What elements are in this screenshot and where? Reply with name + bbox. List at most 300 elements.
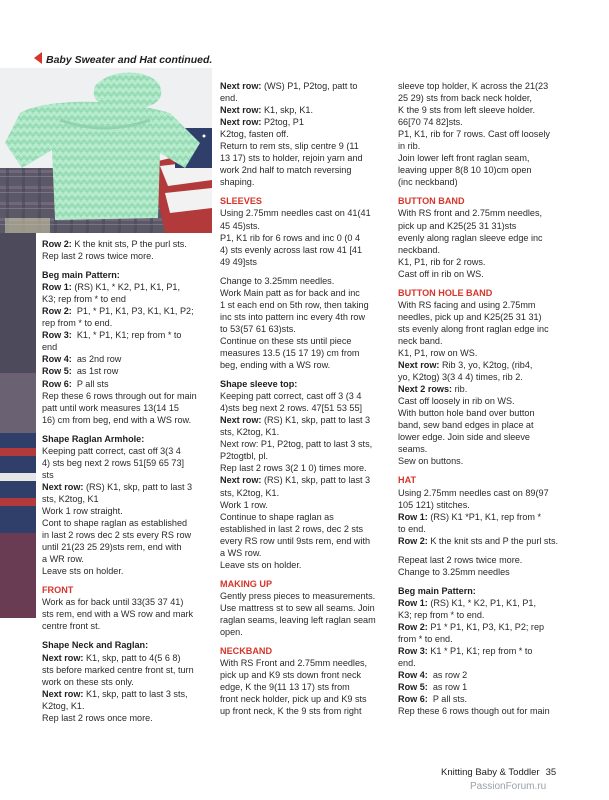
text-line: [42, 250, 212, 262]
body-text: every RS row until 9sts rem, end with: [220, 535, 371, 546]
body-text: up front neck, K the 9 sts from right: [220, 706, 362, 717]
text-line: [42, 639, 212, 651]
body-text: open.: [220, 627, 243, 638]
bold-label: Next row:: [220, 81, 262, 91]
body-text: Change to 3.25mm needles: [398, 566, 510, 577]
text-line: [398, 268, 570, 280]
body-text: sts, K2tog, K1.: [220, 427, 280, 438]
text-line: [398, 407, 570, 419]
text-line: [398, 455, 570, 467]
body-text: neckband.: [398, 244, 440, 255]
bold-label: Row 2:: [42, 239, 72, 249]
red-triangle-icon: [34, 52, 42, 64]
body-text: evenly along raglan sleeve edge inc: [398, 232, 543, 243]
bold-label: Next 2 rows:: [398, 384, 453, 395]
text-line: [220, 657, 392, 669]
body-text: sts evenly along front raglan edge inc: [398, 323, 549, 334]
text-line: [398, 499, 570, 511]
body-text: to 53(57 61 63)sts.: [220, 323, 296, 334]
body-text: sleeve top holder, K across the 21(23: [398, 81, 549, 91]
header-title: Baby Sweater and Hat continued.: [46, 54, 213, 66]
body-text: Continue to shape raglan as: [220, 511, 334, 522]
text-line: [220, 535, 392, 547]
body-text: from * to end.: [398, 634, 453, 645]
bold-label: Next row:: [398, 360, 440, 371]
bold-label: Row 2:: [398, 535, 428, 546]
body-text: Rep these 6 rows though out for main: [398, 706, 550, 717]
text-line: [220, 602, 392, 614]
body-text: Return to rem sts, slip centre 9 (11: [220, 141, 359, 152]
body-text: sts before marked centre front st, turn: [42, 664, 194, 675]
body-text: 4)sts beg next 2 rows. 47[51 53 55]: [220, 403, 363, 414]
text-line: [42, 481, 212, 493]
body-text: pick up and K25(25 31 31)sts: [398, 220, 517, 231]
bold-label: Next row:: [42, 481, 84, 492]
body-text: raglan seams, leaving left raglan seam: [220, 614, 376, 625]
text-line: [220, 116, 392, 128]
bold-label: Row 1:: [398, 597, 428, 608]
body-text: leaving upper 8(8 10 10)cm open: [398, 165, 532, 176]
line-gap: [220, 571, 392, 578]
text-line: [398, 323, 570, 335]
body-text: established in last 2 rows, dec 2 sts: [220, 523, 364, 534]
body-text: in last 2 rows dec 2 sts every RS row: [42, 530, 192, 541]
body-text: inc sts into pattern inc every 4th row: [220, 311, 366, 322]
text-line: [42, 317, 212, 329]
bold-label: Row 3:: [42, 330, 72, 341]
text-line: [42, 553, 212, 565]
text-line: [42, 329, 212, 341]
text-line: [42, 700, 212, 712]
body-text: Cont to shape raglan as established: [42, 518, 188, 529]
line-gap: [398, 280, 570, 287]
text-line: [398, 335, 570, 347]
line-gap: [398, 547, 570, 554]
text-line: [398, 597, 570, 609]
text-line: [220, 335, 392, 347]
body-text: With RS facing and using 2.75mm: [398, 299, 536, 310]
column-2: [220, 80, 392, 717]
body-text: needles, pick up and K25(25 31 31): [398, 311, 542, 322]
body-text: neck band.: [398, 335, 443, 346]
text-line: [398, 220, 570, 232]
text-line: [398, 645, 570, 657]
line-gap: [220, 268, 392, 275]
body-text: Work Main patt as for back and inc: [220, 287, 360, 298]
body-text: band, sew band edges in place at: [398, 420, 534, 431]
body-text: (RS) K1, skp, patt to last 3: [83, 481, 193, 492]
text-line: [220, 256, 392, 268]
text-line: [220, 232, 392, 244]
body-text: edge, K the 9(11 13 17) sts from: [220, 682, 350, 693]
text-line: [220, 311, 392, 323]
text-line: [42, 341, 212, 353]
text-line: [398, 681, 570, 693]
text-line: [398, 383, 570, 395]
bold-label: Row 4:: [398, 670, 428, 681]
text-line: [398, 566, 570, 578]
body-text: end.: [220, 93, 238, 104]
text-line: [42, 269, 212, 281]
body-text: 13 17) sts to holder, rejoin yarn and: [220, 153, 363, 164]
text-line: [42, 305, 212, 317]
text-line: [398, 371, 570, 383]
body-text: pick up and K9 sts down front neck: [220, 670, 362, 681]
text-line: [398, 311, 570, 323]
text-line: [398, 164, 570, 176]
text-line: [398, 585, 570, 597]
bold-label: Row 6:: [398, 694, 428, 705]
text-line: [220, 474, 392, 486]
text-line: [398, 419, 570, 431]
text-line: [220, 299, 392, 311]
heading-text: HAT: [398, 475, 417, 486]
body-text: Continue on these sts until piece: [220, 335, 352, 346]
body-text: lower edge. Join side and sleeve: [398, 432, 530, 443]
text-line: [220, 559, 392, 571]
text-line: [220, 104, 392, 116]
body-text: Keeping patt correct, cast off 3 (3 4: [220, 391, 362, 402]
text-line: [220, 390, 392, 402]
body-text: K the knit sts, P the purl sts.: [71, 239, 187, 249]
text-line: [398, 104, 570, 116]
text-line: [220, 438, 392, 450]
bold-label: Next row:: [220, 475, 262, 486]
heading-text: BUTTON BAND: [398, 196, 465, 207]
text-line: [220, 359, 392, 371]
body-text: work on these sts only.: [42, 676, 134, 687]
text-line: [42, 620, 212, 632]
text-line: [398, 359, 570, 371]
body-text: Rep these 6 rows through out for main: [42, 390, 197, 401]
body-text: rib.: [452, 384, 468, 395]
section-header: [34, 52, 212, 66]
body-text: as 2nd row: [71, 354, 122, 365]
body-text: as 1st row: [71, 366, 119, 377]
bold-label: Shape Neck and Raglan:: [42, 640, 149, 651]
body-text: Repeat last 2 rows twice more.: [398, 554, 523, 565]
body-text: (RS) K1, * K2, P1, K1, P1,: [71, 282, 180, 293]
body-text: P1, K1 rib for 6 rows and inc 0 (0 4: [220, 232, 361, 243]
text-line: [398, 693, 570, 705]
text-line: [220, 176, 392, 188]
body-text: patt until work measures 13(14 15: [42, 402, 179, 413]
text-line: [398, 554, 570, 566]
text-line: [220, 347, 392, 359]
body-text: 1 st each end on 5th row, then taking: [220, 299, 369, 310]
text-line: [42, 390, 212, 402]
text-line: [220, 323, 392, 335]
body-text: (RS) K1, * K2, P1, K1, P1,: [427, 597, 536, 608]
body-text: end: [42, 342, 58, 353]
heading-text: FRONT: [42, 585, 74, 596]
body-text: K the 9 sts from left sleeve holder.: [398, 105, 535, 116]
line-gap: [398, 578, 570, 585]
line-gap: [42, 577, 212, 584]
section-heading: [398, 287, 570, 299]
text-line: [42, 565, 212, 577]
text-line: [220, 547, 392, 559]
section-heading: [220, 645, 392, 657]
body-text: Gently press pieces to measurements.: [220, 590, 376, 601]
body-text: Using 2.75mm needles cast on 89(97: [398, 487, 549, 498]
body-text: K1, * P1, K1; rep from * to: [71, 330, 182, 341]
column-3: [398, 80, 570, 717]
body-text: K3; rep from * to end: [42, 294, 126, 305]
body-text: Join lower left front raglan seam,: [398, 153, 530, 164]
heading-text: MAKING UP: [220, 578, 273, 589]
text-line: [42, 433, 212, 445]
text-line: [398, 207, 570, 219]
text-line: [398, 80, 570, 92]
body-text: K1, skp, patt to last 3 sts,: [83, 688, 188, 699]
body-text: beg, ending with a WS row.: [220, 360, 331, 371]
body-text: as row 2: [427, 670, 468, 681]
text-line: [398, 669, 570, 681]
text-line: [42, 445, 212, 457]
body-text: 4) sts evenly across last row 41 [41: [220, 244, 363, 255]
body-text: 105 121) stitches.: [398, 499, 470, 510]
text-line: [220, 92, 392, 104]
text-line: [398, 443, 570, 455]
body-text: until 21(23 25 29)sts rem, end with: [42, 542, 182, 553]
body-text: 4) sts beg next 2 rows 51[59 65 73]: [42, 457, 185, 468]
text-line: [42, 541, 212, 553]
body-text: shaping.: [220, 177, 255, 188]
text-line: [398, 621, 570, 633]
text-line: [220, 681, 392, 693]
text-line: [220, 705, 392, 717]
body-text: P1, K1, rib for 7 rows. Cast off loosely: [398, 129, 550, 140]
body-text: 16) cm from beg, end with a WS row.: [42, 414, 192, 425]
line-gap: [398, 467, 570, 474]
body-text: K1, P1, row on WS.: [398, 347, 478, 358]
body-text: K1, skp, K1.: [261, 105, 313, 116]
text-line: [42, 608, 212, 620]
text-line: [398, 523, 570, 535]
publication-name: Knitting Baby & Toddler: [441, 767, 540, 778]
body-text: Cast off in rib on WS.: [398, 268, 484, 279]
text-line: [398, 705, 570, 717]
bold-label: Row 5:: [42, 366, 72, 377]
text-line: [42, 517, 212, 529]
body-text: end.: [398, 658, 416, 669]
text-line: [398, 244, 570, 256]
bold-label: Next row:: [220, 415, 262, 426]
bold-label: Next row:: [42, 688, 84, 699]
text-line: [42, 238, 212, 250]
text-line: [42, 353, 212, 365]
body-text: P2tog, P1: [261, 117, 304, 128]
bold-label: Row 1:: [42, 282, 72, 293]
body-text: Leave sts on holder.: [220, 559, 302, 570]
line-gap: [398, 188, 570, 195]
text-line: [220, 287, 392, 299]
text-line: [398, 395, 570, 407]
body-text: With RS front and 2.75mm needles,: [398, 208, 543, 219]
body-text: K1, P1, rib for 2 rows.: [398, 256, 486, 267]
line-gap: [42, 632, 212, 639]
flag-fabric-strip: [0, 233, 36, 618]
text-line: [220, 693, 392, 705]
text-line: [398, 633, 570, 645]
body-text: Work 1 row straight.: [42, 505, 123, 516]
body-text: (RS) K1, skp, patt to last 3: [261, 415, 371, 426]
bold-label: Row 4:: [42, 354, 72, 365]
text-line: [220, 626, 392, 638]
text-line: [398, 299, 570, 311]
body-text: K3; rep from * to end.: [398, 609, 485, 620]
text-line: [220, 152, 392, 164]
body-text: sts: [42, 469, 54, 480]
text-line: [398, 487, 570, 499]
text-line: [220, 80, 392, 92]
bold-label: Row 1:: [398, 511, 428, 522]
bold-label: Next row:: [42, 652, 84, 663]
body-text: 25 29) sts from back neck holder,: [398, 93, 532, 104]
body-text: a WS row.: [220, 547, 262, 558]
text-line: [220, 511, 392, 523]
watermark: PassionForum.ru: [470, 781, 547, 792]
body-text: in rib.: [398, 141, 421, 152]
bold-label: Row 2:: [398, 621, 428, 632]
line-gap: [220, 371, 392, 378]
body-text: Work 1 row.: [220, 499, 268, 510]
body-text: With button hole band over button: [398, 408, 535, 419]
body-text: P2togtbl, pl.: [220, 451, 269, 462]
text-line: [220, 402, 392, 414]
page-footer: [441, 767, 556, 778]
bold-label: Shape sleeve top:: [220, 379, 298, 390]
text-line: [220, 462, 392, 474]
text-line: [42, 664, 212, 676]
body-text: measures 13.5 (15 17 19) cm from: [220, 347, 360, 358]
body-text: centre front st.: [42, 621, 101, 632]
line-gap: [220, 638, 392, 645]
body-text: a WR row.: [42, 554, 84, 565]
text-line: [220, 590, 392, 602]
body-text: yo, K2tog) 3(3 4 4) times, rib 2.: [398, 372, 523, 383]
text-line: [220, 207, 392, 219]
body-text: Cast off loosely in rib on WS.: [398, 396, 515, 407]
text-line: [398, 128, 570, 140]
body-text: K2tog, fasten off.: [220, 129, 289, 140]
body-text: K1, skp, patt to 4(5 6 8): [83, 652, 181, 663]
text-line: [42, 414, 212, 426]
text-line: [220, 669, 392, 681]
page-number: 35: [545, 767, 557, 778]
text-line: [42, 457, 212, 469]
body-text: Using 2.75mm needles cast on 41(41: [220, 208, 371, 219]
body-text: Rep last 2 rows 3(2 1 0) times more.: [220, 463, 367, 474]
body-text: to end.: [398, 523, 426, 534]
body-text: 66[70 74 82]sts.: [398, 117, 463, 128]
body-text: as row 1: [427, 682, 468, 693]
section-heading: [220, 195, 392, 207]
body-text: Rep last 2 rows once more.: [42, 712, 153, 723]
text-line: [42, 505, 212, 517]
body-text: front neck holder, pick up and K9 sts: [220, 694, 367, 705]
body-text: Change to 3.25mm needles.: [220, 275, 335, 286]
body-text: P1 * P1, K1, P3, K1, P2; rep: [427, 621, 545, 632]
text-line: [42, 293, 212, 305]
text-line: [220, 499, 392, 511]
text-line: [398, 511, 570, 523]
body-text: P1, * P1, K1, P3, K1, K1, P2;: [71, 306, 194, 317]
text-line: [220, 244, 392, 256]
text-line: [398, 176, 570, 188]
body-text: seams.: [398, 444, 428, 455]
text-line: [398, 609, 570, 621]
body-text: Sew on buttons.: [398, 456, 464, 467]
text-line: [42, 281, 212, 293]
text-line: [42, 493, 212, 505]
bold-label: Beg main Pattern:: [398, 585, 476, 596]
text-line: [398, 657, 570, 669]
heading-text: SLEEVES: [220, 196, 262, 207]
text-line: [42, 469, 212, 481]
text-line: [398, 140, 570, 152]
text-line: [220, 414, 392, 426]
text-line: [220, 426, 392, 438]
body-text: With RS Front and 2.75mm needles,: [220, 658, 368, 669]
body-text: (inc neckband): [398, 177, 458, 188]
text-line: [398, 256, 570, 268]
text-line: [42, 529, 212, 541]
text-line: [398, 535, 570, 547]
sweater-photo: [0, 68, 212, 233]
body-text: work 2nd half to match reversing: [220, 165, 352, 176]
bold-label: Row 3:: [398, 646, 428, 657]
text-line: [220, 275, 392, 287]
body-text: 49 49]sts: [220, 256, 257, 267]
text-line: [220, 614, 392, 626]
bold-label: Row 6:: [42, 378, 72, 389]
text-line: [42, 676, 212, 688]
text-line: [220, 140, 392, 152]
body-text: K1 * P1, K1; rep from * to: [427, 646, 533, 657]
text-line: [398, 116, 570, 128]
text-line: [220, 450, 392, 462]
body-text: K the knit sts and P the purl sts.: [427, 535, 559, 546]
line-gap: [42, 262, 212, 269]
body-text: Use mattress st to sew all seams. Join: [220, 602, 375, 613]
heading-text: NECKBAND: [220, 646, 273, 657]
body-text: sts, K2tog, K1: [42, 493, 99, 504]
text-line: [398, 92, 570, 104]
text-line: [42, 365, 212, 377]
section-heading: [398, 474, 570, 486]
body-text: (WS) P1, P2tog, patt to: [261, 81, 358, 91]
body-text: P all sts.: [427, 694, 468, 705]
body-text: Work as for back until 33(35 37 41): [42, 597, 184, 608]
body-text: Rep last 2 rows twice more.: [42, 251, 154, 262]
text-line: [220, 523, 392, 535]
text-line: [220, 164, 392, 176]
text-line: [220, 378, 392, 390]
line-gap: [42, 426, 212, 433]
bold-label: Next row:: [220, 105, 262, 116]
text-line: [42, 378, 212, 390]
body-text: 45 45)sts.: [220, 220, 260, 231]
body-text: (RS) K1, skp, patt to last 3: [261, 475, 371, 486]
text-line: [220, 220, 392, 232]
text-line: [42, 652, 212, 664]
text-line: [398, 152, 570, 164]
body-text: P all sts: [71, 378, 109, 389]
body-text: Next row: P1, P2tog, patt to last 3 sts,: [220, 439, 373, 450]
text-line: [42, 712, 212, 724]
